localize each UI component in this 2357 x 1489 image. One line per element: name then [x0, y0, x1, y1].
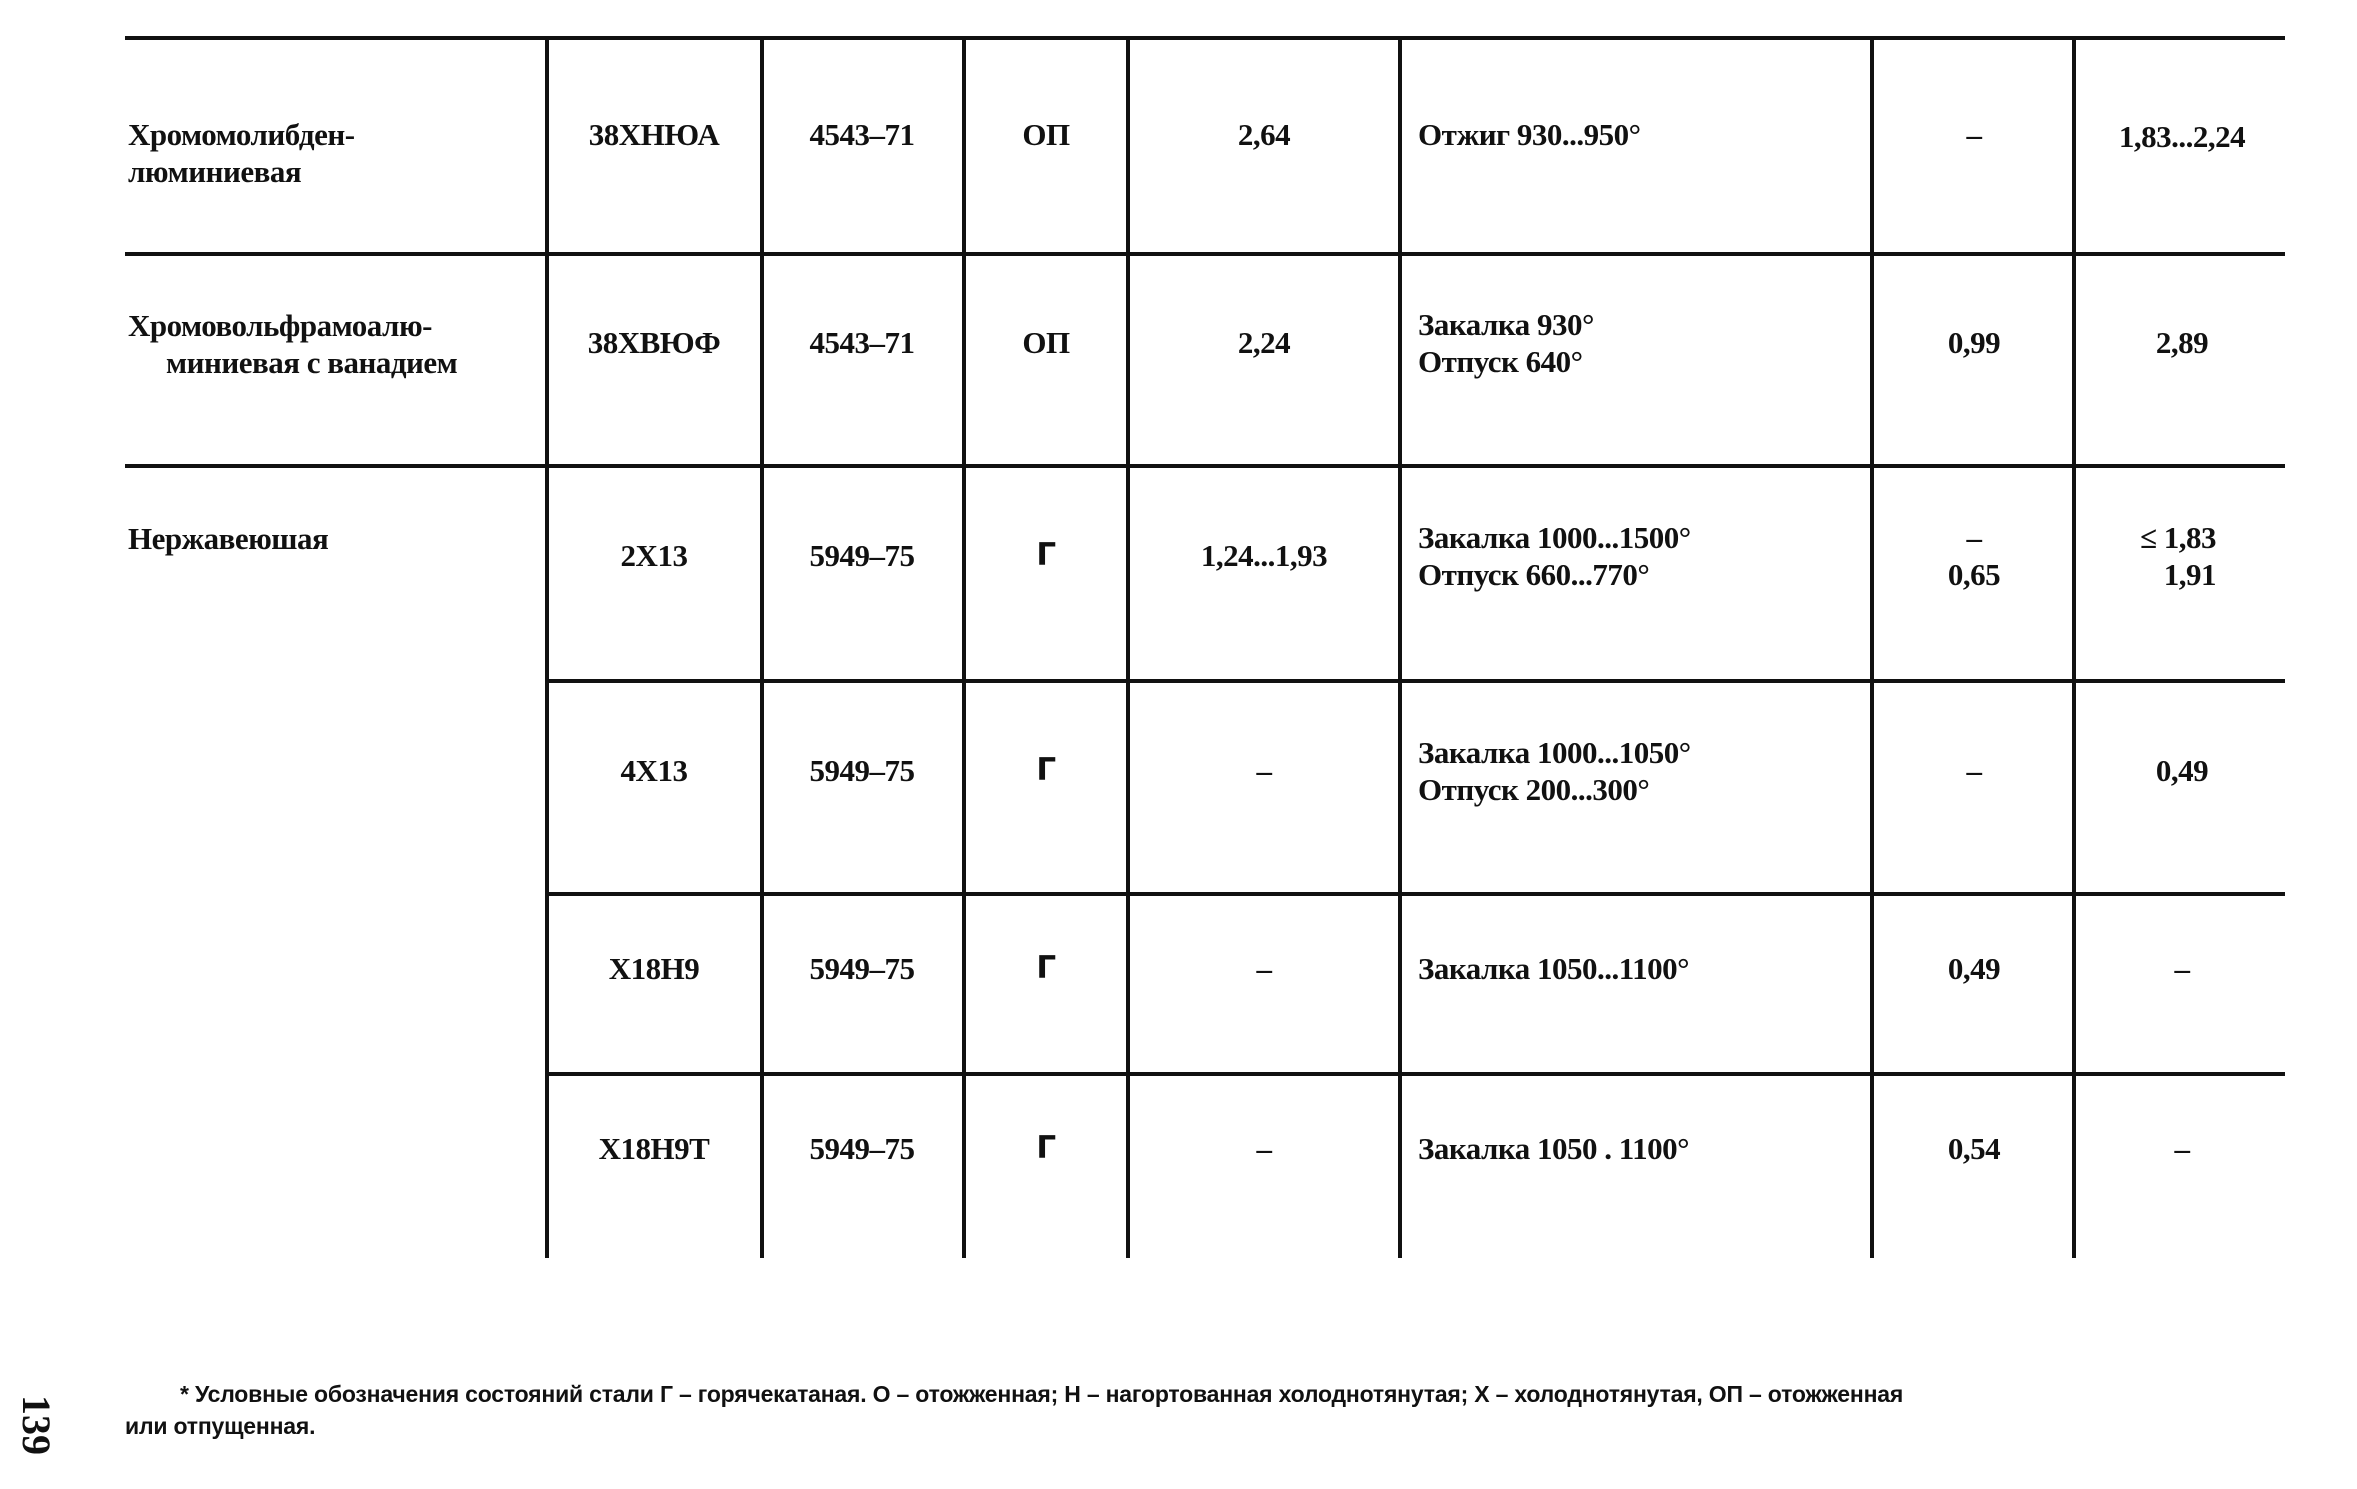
table-rule — [125, 464, 2285, 468]
table-column-rule — [2072, 36, 2076, 1258]
treatment-line: Отжиг 930...950° — [1418, 117, 1641, 152]
table-row-1-category — [128, 116, 355, 190]
table-row-2-col8: 2,89 — [2155, 325, 2209, 360]
treatment-line: Закалка 1000...1050° — [1418, 735, 1691, 770]
category-line: Нержавеюшая — [128, 521, 329, 556]
value-line: ≤ 1,83 — [2140, 520, 2217, 555]
footnote-line: или отпущенная. — [125, 1413, 316, 1439]
table-row-2-gost: 4543–71 — [809, 325, 915, 360]
table-row-5-state: Г — [1036, 950, 1056, 986]
table-row-1-grade: 38ХНЮА — [588, 117, 720, 152]
table-row-6-grade: Х18Н9Т — [598, 1131, 710, 1166]
treatment-line: Отпуск 660...770° — [1418, 557, 1650, 592]
table-row-4-gost: 5949–75 — [809, 753, 915, 788]
table-row-2-col7: 0,99 — [1947, 325, 2001, 360]
table-column-rule — [760, 36, 764, 1258]
table-rule — [545, 1072, 2285, 1076]
table-row-2-col5: 2,24 — [1237, 325, 1291, 360]
table-rule-top — [125, 36, 2285, 40]
table-row-5-col5: – — [1256, 951, 1272, 986]
table-row-4-treatment — [1418, 734, 1691, 808]
table-column-rule — [1126, 36, 1130, 1258]
table-row-2-state: ОП — [1022, 325, 1070, 360]
table-column-rule — [1870, 36, 1874, 1258]
table-row-6-col7: 0,54 — [1947, 1131, 2001, 1166]
value-line: 1,91 — [2163, 557, 2217, 592]
table-row-6-gost: 5949–75 — [809, 1131, 915, 1166]
table-row-4-col7: – — [1966, 753, 1982, 788]
table-row-4-grade: 4Х13 — [620, 753, 688, 788]
footnote — [125, 1378, 2295, 1442]
table-row-1-col8: 1,83...2,24 — [2118, 119, 2246, 154]
footnote-line: * Условные обозначения состояний стали Г – горячекатаная. О – отожженная; Н – нагортованная холоднотянутая; Х – холоднотянутая, ОП – отожженная — [180, 1381, 1904, 1407]
table-row-2-treatment — [1418, 306, 1594, 380]
treatment-line: Отпуск 200...300° — [1418, 772, 1650, 807]
table-row-3-grade: 2Х13 — [620, 538, 688, 573]
treatment-line: Закалка 1000...1500° — [1418, 520, 1691, 555]
table-rule — [545, 679, 2285, 683]
table-row-3-state: Г — [1036, 537, 1056, 573]
table-row-6-treatment — [1418, 1130, 1689, 1167]
value-line: 0,65 — [1947, 557, 2001, 592]
table-row-1-col5: 2,64 — [1237, 117, 1291, 152]
table-row-3-category — [128, 520, 328, 557]
treatment-line: Закалка 930° — [1418, 307, 1594, 342]
category-line: миниевая с ванадием — [166, 345, 458, 380]
table-row-5-gost: 5949–75 — [809, 951, 915, 986]
treatment-line: Отпуск 640° — [1418, 344, 1583, 379]
category-line: Хромомолибден- — [128, 117, 355, 152]
treatment-line: Закалка 1050 . 1100° — [1418, 1131, 1689, 1166]
table-row-4-state: Г — [1036, 752, 1056, 788]
table-column-rule — [545, 36, 549, 1258]
table-row-1-col7: – — [1966, 117, 1982, 152]
table-column-rule — [962, 36, 966, 1258]
page-number: 139 — [14, 1395, 59, 1455]
table-row-2-grade: 38ХВЮФ — [587, 325, 721, 360]
table-rule — [125, 252, 2285, 256]
table-row-4-col5: – — [1256, 753, 1272, 788]
table-row-3-col8 — [2140, 519, 2216, 593]
table-rule — [545, 892, 2285, 896]
table-row-4-col8: 0,49 — [2155, 753, 2209, 788]
table-row-1-gost: 4543–71 — [809, 117, 915, 152]
category-line: люминиевая — [128, 154, 302, 189]
table-row-5-treatment — [1418, 950, 1689, 987]
table-row-5-col7: 0,49 — [1947, 951, 2001, 986]
table-row-3-col7 — [1948, 519, 2000, 593]
table-row-3-col5: 1,24...1,93 — [1200, 538, 1328, 573]
table-row-6-state: Г — [1036, 1130, 1056, 1166]
table-column-rule — [1398, 36, 1402, 1258]
table-row-5-col8: – — [2174, 951, 2190, 986]
table-row-3-gost: 5949–75 — [809, 538, 915, 573]
treatment-line: Закалка 1050...1100° — [1418, 951, 1689, 986]
table-row-6-col5: – — [1256, 1131, 1272, 1166]
table-row-1-treatment — [1418, 116, 1641, 153]
table-row-6-col8: – — [2174, 1131, 2190, 1166]
table-row-1-state: ОП — [1022, 117, 1070, 152]
value-line: – — [1966, 520, 1982, 555]
table-row-3-treatment — [1418, 519, 1691, 593]
table-row-2-category — [128, 307, 457, 381]
table-row-5-grade: Х18Н9 — [608, 951, 700, 986]
category-line: Хромовольфрамоалю- — [128, 308, 432, 343]
